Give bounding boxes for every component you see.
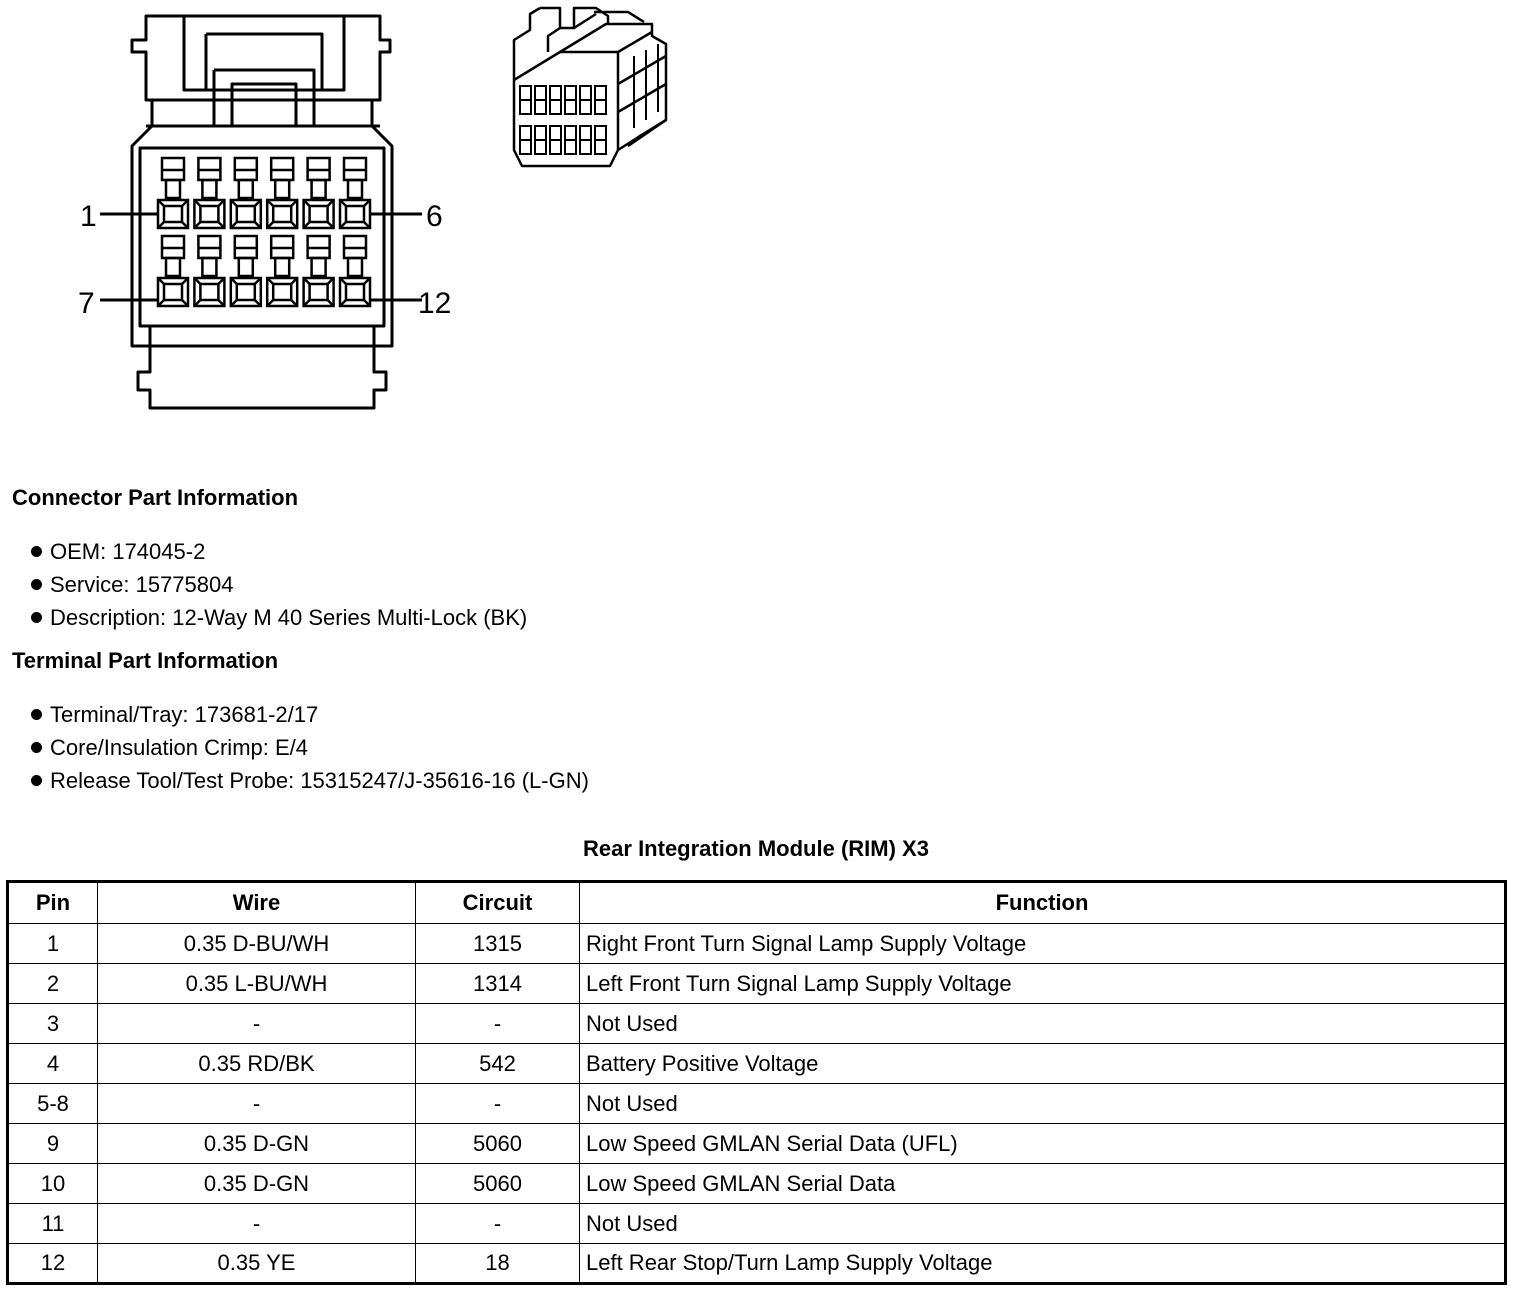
pin-cavity-4	[267, 158, 297, 228]
wire-cell: 0.35 RD/BK	[98, 1044, 416, 1084]
wire-cell: 0.35 YE	[98, 1244, 416, 1284]
list-item: OEM: 174045-2	[0, 535, 527, 568]
pin-label-1: 1	[80, 200, 97, 233]
connector-isometric-cavities	[520, 86, 606, 154]
table-title: Rear Integration Module (RIM) X3	[583, 836, 929, 861]
wire-cell: 0.35 L-BU/WH	[98, 964, 416, 1004]
list-item: Service: 15775804	[0, 568, 527, 601]
list-item: Description: 12-Way M 40 Series Multi-Lock (BK)	[0, 601, 527, 634]
wire-cell: -	[98, 1004, 416, 1044]
column-header-pin: Pin	[8, 882, 98, 924]
wire-cell: 0.35 D-BU/WH	[98, 924, 416, 964]
circuit-cell: -	[416, 1204, 580, 1244]
function-cell: Not Used	[580, 1204, 1506, 1244]
function-cell: Left Rear Stop/Turn Lamp Supply Voltage	[580, 1244, 1506, 1284]
list-item: Release Tool/Test Probe: 15315247/J-35616-16 (L-GN)	[0, 764, 589, 797]
pin-label-6: 6	[426, 200, 443, 233]
column-header-wire: Wire	[98, 882, 416, 924]
pin-cell: 2	[8, 964, 98, 1004]
table-row	[8, 1164, 1506, 1204]
terminal-part-info-list	[0, 698, 589, 797]
function-cell: Low Speed GMLAN Serial Data	[580, 1164, 1506, 1204]
circuit-cell: -	[416, 1004, 580, 1044]
circuit-cell: 1314	[416, 964, 580, 1004]
circuit-cell: 18	[416, 1244, 580, 1284]
circuit-cell: 5060	[416, 1164, 580, 1204]
table-row	[8, 1204, 1506, 1244]
column-header-circuit: Circuit	[416, 882, 580, 924]
column-header-function: Function	[580, 882, 1506, 924]
pin-cavity-12	[340, 236, 370, 306]
table-row	[8, 1084, 1506, 1124]
pin-cavity-5	[304, 158, 334, 228]
list-item: Core/Insulation Crimp: E/4	[0, 731, 589, 764]
pin-cell: 9	[8, 1124, 98, 1164]
pin-cavity-3	[231, 158, 261, 228]
pin-cavity-11	[304, 236, 334, 306]
function-cell: Right Front Turn Signal Lamp Supply Voltage	[580, 924, 1506, 964]
pin-cell: 10	[8, 1164, 98, 1204]
circuit-cell: -	[416, 1084, 580, 1124]
circuit-cell: 1315	[416, 924, 580, 964]
list-item: Terminal/Tray: 173681-2/17	[0, 698, 589, 731]
pin-cell: 11	[8, 1204, 98, 1244]
wire-cell: -	[98, 1084, 416, 1124]
terminal-part-info-heading: Terminal Part Information	[12, 648, 279, 673]
function-cell: Battery Positive Voltage	[580, 1044, 1506, 1084]
connector-part-info-list	[0, 535, 527, 634]
table-row	[8, 1244, 1506, 1284]
pin-cell: 12	[8, 1244, 98, 1284]
function-cell: Left Front Turn Signal Lamp Supply Voltage	[580, 964, 1506, 1004]
table-header-row	[8, 882, 1506, 924]
wire-cell: -	[98, 1204, 416, 1244]
pin-cavity-10	[267, 236, 297, 306]
pin-cell: 4	[8, 1044, 98, 1084]
pin-label-7: 7	[78, 287, 95, 320]
table-row	[8, 1004, 1506, 1044]
pin-cavity-9	[231, 236, 261, 306]
pin-cavity-2	[194, 158, 224, 228]
pin-cell: 1	[8, 924, 98, 964]
function-cell: Not Used	[580, 1084, 1506, 1124]
pin-cavity-8	[194, 236, 224, 306]
pin-cell: 3	[8, 1004, 98, 1044]
function-cell: Low Speed GMLAN Serial Data (UFL)	[580, 1124, 1506, 1164]
wire-cell: 0.35 D-GN	[98, 1124, 416, 1164]
pinout-table	[6, 880, 1507, 1285]
connector-pin-cavities	[158, 158, 370, 306]
wire-cell: 0.35 D-GN	[98, 1164, 416, 1204]
table-row	[8, 1044, 1506, 1084]
table-row	[8, 1124, 1506, 1164]
pin-label-12: 12	[418, 287, 452, 320]
connector-part-info-heading: Connector Part Information	[12, 485, 299, 510]
table-row	[8, 924, 1506, 964]
pin-cavity-1	[158, 158, 188, 228]
pin-cell: 5-8	[8, 1084, 98, 1124]
circuit-cell: 5060	[416, 1124, 580, 1164]
circuit-cell: 542	[416, 1044, 580, 1084]
connector-diagram	[0, 0, 1520, 440]
table-row	[8, 964, 1506, 1004]
pin-cavity-6	[340, 158, 370, 228]
function-cell: Not Used	[580, 1004, 1506, 1044]
pin-cavity-7	[158, 236, 188, 306]
